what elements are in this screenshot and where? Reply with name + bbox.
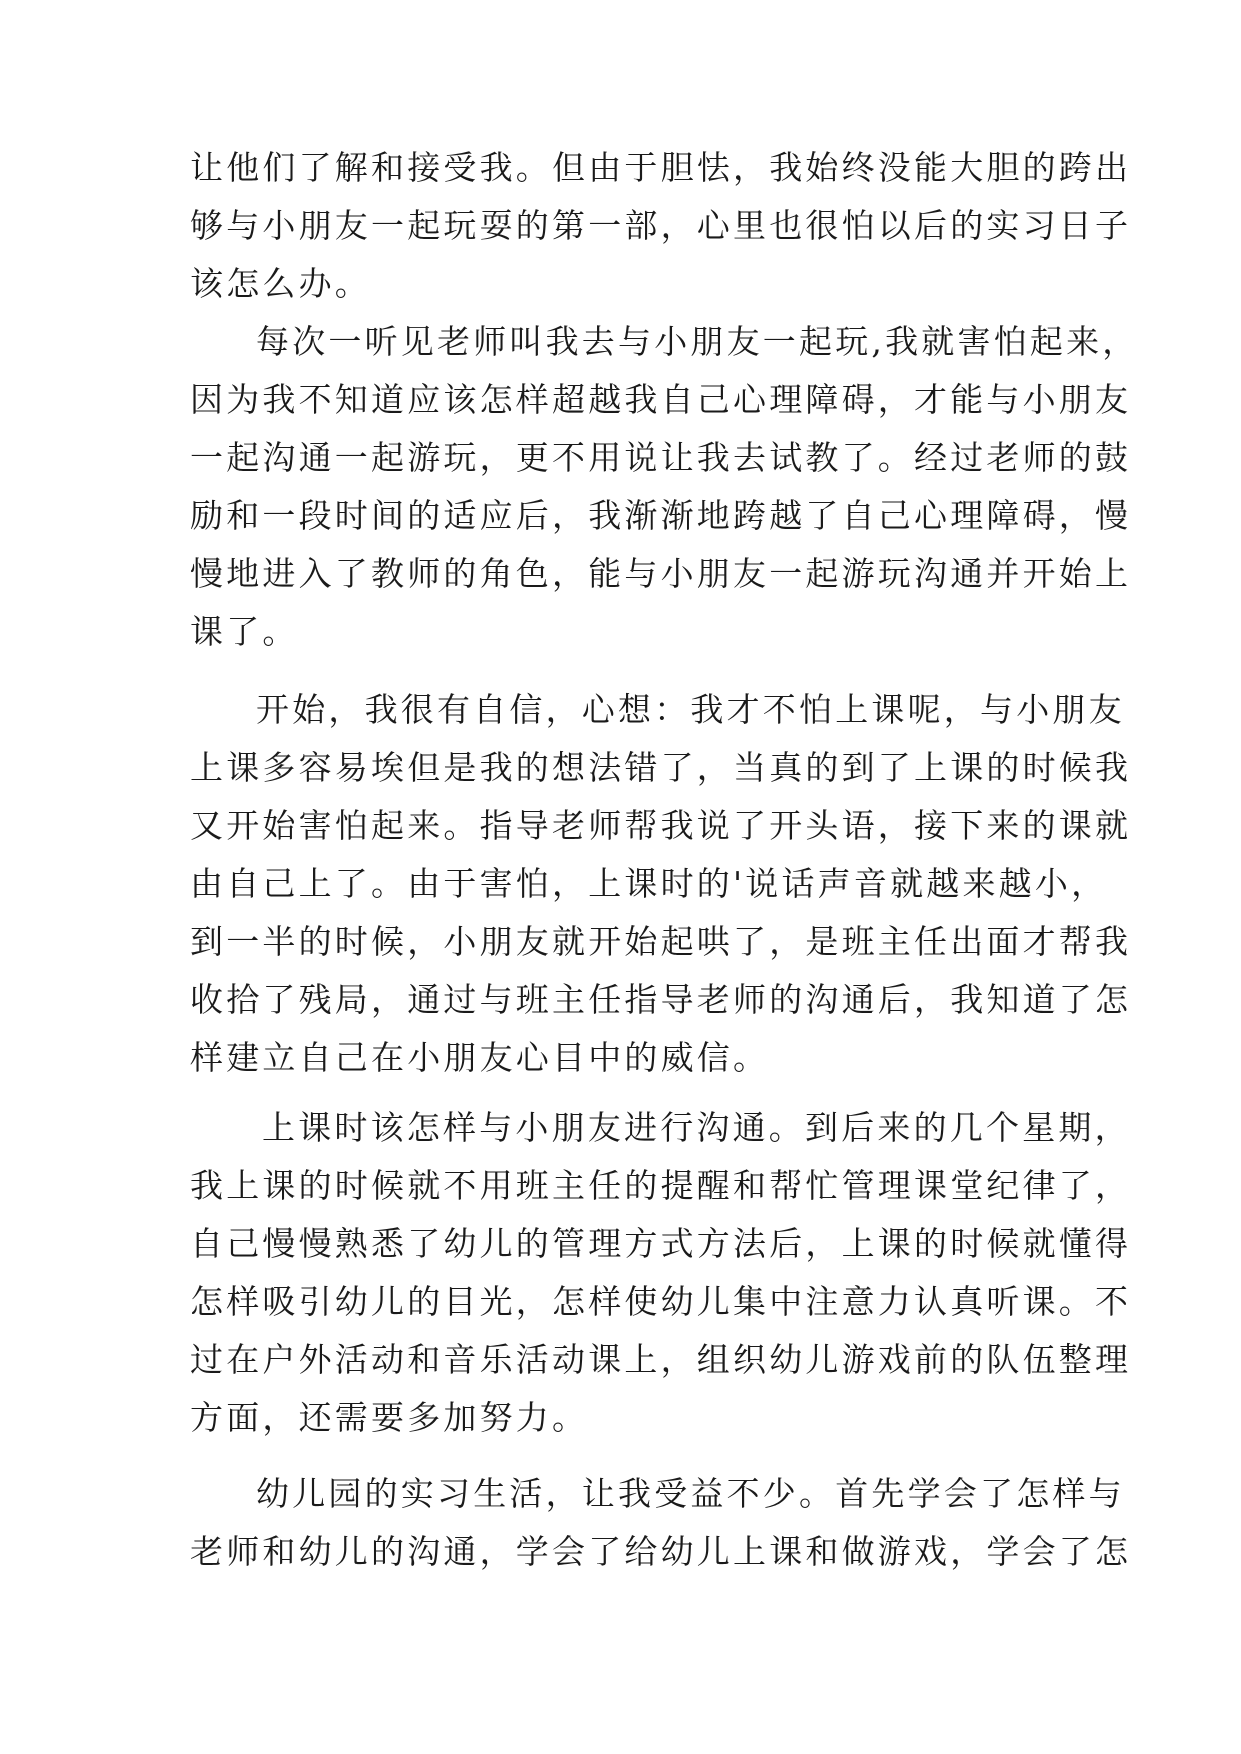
text-line: 上课多容易埃但是我的想法错了，当真的到了上课的时候我	[190, 748, 1132, 787]
text-line: 够与小朋友一起玩耍的第一部，心里也很怕以后的实习日子	[190, 206, 1132, 245]
text-line: 励和一段时间的适应后，我渐渐地跨越了自己心理障碍，慢	[190, 496, 1132, 535]
text-line: 方面，还需要多加努力。	[190, 1398, 589, 1437]
text-line: 课了。	[190, 612, 299, 651]
text-line: 慢地进入了教师的角色，能与小朋友一起游玩沟通并开始上	[190, 554, 1132, 593]
text-line: 因为我不知道应该怎样超越我自己心理障碍，才能与小朋友	[190, 380, 1132, 419]
text-line: 自己慢慢熟悉了幼儿的管理方式方法后，上课的时候就懂得	[190, 1224, 1132, 1263]
text-line: 到一半的时候，小朋友就开始起哄了，是班主任出面才帮我	[190, 922, 1132, 961]
text-line: 怎样吸引幼儿的目光，怎样使幼儿集中注意力认真听课。不	[190, 1282, 1132, 1321]
text-line: 又开始害怕起来。指导老师帮我说了开头语，接下来的课就	[190, 806, 1132, 845]
paragraph-first-line: 上课时该怎样与小朋友进行沟通。到后来的几个星期，	[262, 1108, 1131, 1147]
text-line: 该怎么办。	[190, 264, 371, 303]
text-line: 由自己上了。由于害怕，上课时的'说话声音就越来越小，	[190, 864, 1108, 903]
paragraph-first-line: 幼儿园的实习生活，让我受益不少。首先学会了怎样与	[256, 1474, 1125, 1513]
paragraph-first-line: 每次一听见老师叫我去与小朋友一起玩,我就害怕起来，	[256, 322, 1139, 361]
text-line: 让他们了解和接受我。但由于胆怯，我始终没能大胆的跨出	[190, 148, 1132, 187]
text-line: 样建立自己在小朋友心目中的威信。	[190, 1038, 770, 1077]
text-line: 老师和幼儿的沟通，学会了给幼儿上课和做游戏，学会了怎	[190, 1532, 1132, 1571]
text-line: 过在户外活动和音乐活动课上，组织幼儿游戏前的队伍整理	[190, 1340, 1132, 1379]
paragraph-first-line: 开始，我很有自信，心想：我才不怕上课呢，与小朋友	[256, 690, 1125, 729]
text-line: 一起沟通一起游玩，更不用说让我去试教了。经过老师的鼓	[190, 438, 1132, 477]
text-line: 收拾了残局，通过与班主任指导老师的沟通后，我知道了怎	[190, 980, 1132, 1019]
text-line: 我上课的时候就不用班主任的提醒和帮忙管理课堂纪律了，	[190, 1166, 1132, 1205]
